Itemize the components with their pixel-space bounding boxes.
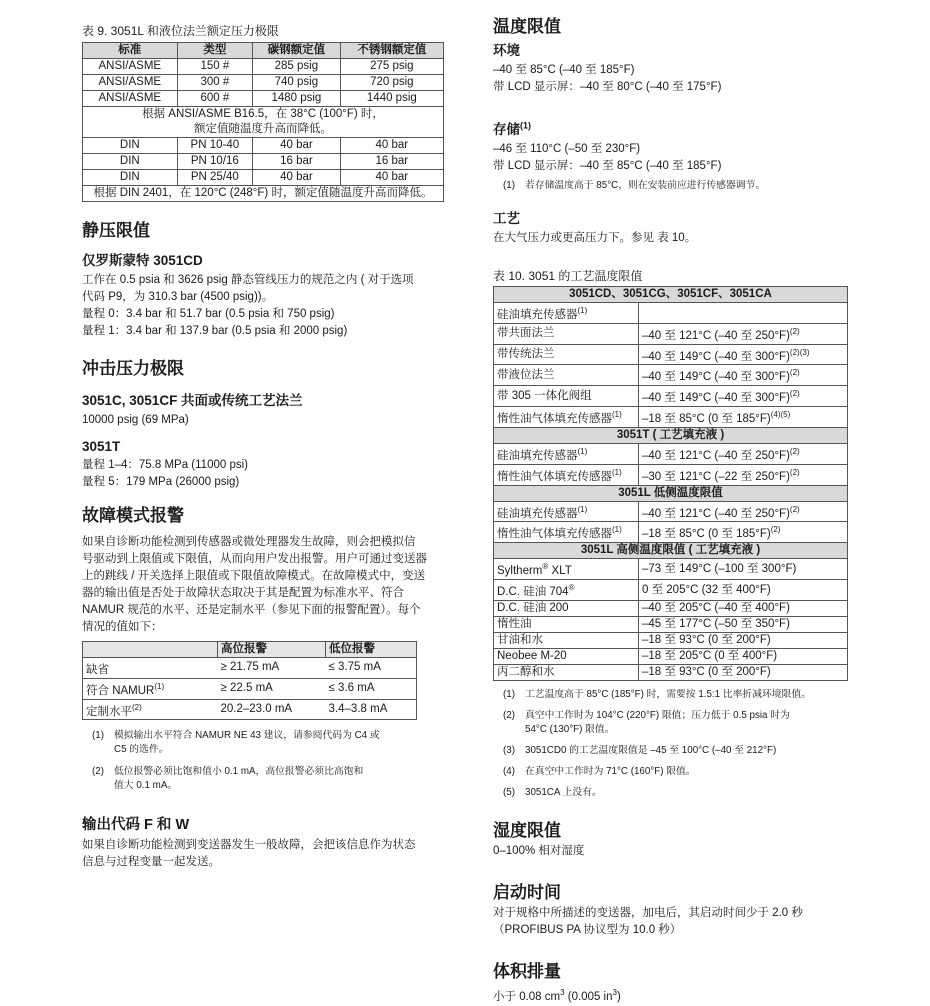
table-row <box>494 616 848 632</box>
temperature-limit <box>639 501 848 522</box>
name-text: 带传统法兰 <box>497 348 555 361</box>
footnote-ref: ® <box>542 562 549 572</box>
startup-line1: 对于规格中所描述的变送器，加电后，其启动时间少于 2.0 秒 <box>493 906 803 919</box>
static-p3: 量程 1：3.4 bar 和 137.9 bar (0.5 psia 和 2000 psig) <box>82 325 348 337</box>
footnote-ref: (1) <box>612 410 622 420</box>
temperature-limit <box>639 616 848 632</box>
left-column <box>82 0 444 871</box>
table-cell: 300 # <box>177 75 253 91</box>
temperature-limit <box>639 559 848 580</box>
temperature-limit <box>639 443 848 464</box>
footnote-text <box>525 709 790 737</box>
startup-heading: 启动时间 <box>493 882 561 902</box>
footnote-line: 54°C (130°F) 限值。 <box>525 723 615 735</box>
storage-line1: –46 至 110°C (–50 至 230°F) <box>493 143 641 155</box>
fluid-name <box>494 303 639 324</box>
process-paragraph: 在大气压力或更高压力下。参见 表 10。 <box>493 232 697 244</box>
volume-heading: 体积排量 <box>493 961 561 981</box>
table-section-row <box>494 287 848 303</box>
fluid-name <box>494 386 639 407</box>
failure-paragraph <box>82 534 444 636</box>
table-cell: PN 25/40 <box>177 170 253 186</box>
table-row <box>83 658 417 679</box>
table-cell: 1480 psig <box>253 91 341 107</box>
burst-sub2: 3051T <box>82 439 121 454</box>
temperature-limit <box>639 303 848 324</box>
footnote-number: (1) <box>503 180 515 191</box>
value-text: –18 至 205°C (0 至 400°F) <box>642 649 778 662</box>
burst-p2: 量程 1–4：75.8 MPa (11000 psi) <box>82 459 248 471</box>
label-text: 缺省 <box>86 663 109 676</box>
value-text: –18 至 85°C (0 至 185°F) <box>642 412 771 425</box>
superscript: 3 <box>612 987 617 997</box>
table-cell: 275 psig <box>340 59 443 75</box>
footnote-text <box>525 786 602 800</box>
startup-line2: （PROFIBUS PA 协议型为 10.0 秒） <box>493 923 682 936</box>
name-text: Neobee M-20 <box>497 649 567 662</box>
table-note-row <box>83 186 444 202</box>
table-row <box>494 344 848 365</box>
footnote-ref: (2) <box>789 389 800 399</box>
footnote-ref: (1) <box>577 446 588 456</box>
table-row <box>83 75 444 91</box>
footnote-ref: (4)(5) <box>770 410 791 420</box>
table-row <box>494 386 848 407</box>
footnote-ref: (1) <box>154 681 165 691</box>
output-code-heading: 输出代码 F 和 W <box>82 817 190 834</box>
footnote <box>503 765 848 779</box>
static-p1-line1: 工作在 0.5 psia 和 3626 psig 静态管线压力的规范之内 ( 对于选项 <box>82 274 414 286</box>
table-row <box>494 522 848 543</box>
value-text: –45 至 177°C (–50 至 350°F) <box>642 617 790 630</box>
table-cell: 720 psig <box>340 75 443 91</box>
table-cell: 285 psig <box>253 59 341 75</box>
section-title: 3051L 低侧温度限值 <box>494 485 848 501</box>
table9-header: 标准 <box>83 43 178 59</box>
burst-pressure-heading: 冲击压力极限 <box>82 359 184 378</box>
table9-note-a <box>83 107 444 138</box>
footnote-line: 3051CA 上没有。 <box>525 786 602 798</box>
humidity-paragraph: 0–100% 相对湿度 <box>493 844 585 857</box>
table-cell: 1440 psig <box>340 91 443 107</box>
table9-header: 不锈钢额定值 <box>340 43 443 59</box>
alarm-high: ≥ 22.5 mA <box>218 678 326 699</box>
section-title: 3051CD、3051CG、3051CF、3051CA <box>494 287 848 303</box>
table-cell: DIN <box>83 154 178 170</box>
alarm-high: ≥ 21.75 mA <box>218 658 326 679</box>
ambient-line2: 带 LCD 显示屏：–40 至 80°C (–40 至 175°F) <box>493 81 722 93</box>
footnote-ref: (1) <box>520 120 531 131</box>
footnote-number: (1) <box>92 730 104 742</box>
table-cell: 150 # <box>177 59 253 75</box>
footnote-line: C5 的选件。 <box>114 744 169 756</box>
output-line2: 信息与过程变量一起发送。 <box>82 856 220 869</box>
table-row <box>83 170 444 186</box>
footnote-ref: (2) <box>789 446 800 456</box>
value-text: –40 至 121°C (–40 至 250°F) <box>642 449 790 462</box>
footnote-ref: (2) <box>789 504 800 514</box>
table-row <box>494 632 848 648</box>
storage-subheading <box>493 118 848 138</box>
temperature-limit <box>639 648 848 664</box>
superscript: 3 <box>560 987 565 997</box>
footnote <box>503 179 848 193</box>
paragraph-line: 情况的值如下： <box>82 621 163 633</box>
static-subheading: 仅罗斯蒙特 3051CD <box>82 253 203 268</box>
ambient-subheading: 环境 <box>493 43 520 58</box>
fluid-name <box>494 559 639 580</box>
volume-text: (0.005 in <box>564 990 613 1003</box>
table-row <box>494 464 848 485</box>
fluid-name <box>494 365 639 386</box>
table-row <box>494 648 848 664</box>
table-cell: PN 10-40 <box>177 138 253 154</box>
name-text: 硅油填充传感器 <box>497 308 578 321</box>
ambient-line1: –40 至 85°C (–40 至 185°F) <box>493 64 635 76</box>
table9-header: 类型 <box>177 43 253 59</box>
name-text: 丙二醇和水 <box>497 665 555 678</box>
footnote-number: (1) <box>503 688 515 700</box>
table-cell: 40 bar <box>253 138 341 154</box>
temperature-limit <box>639 464 848 485</box>
table-note-row <box>83 107 444 138</box>
failure-mode-heading: 故障模式报警 <box>82 506 184 525</box>
temperature-limit <box>639 632 848 648</box>
table9-header: 碳钢额定值 <box>253 43 341 59</box>
footnote-text <box>114 765 363 793</box>
note-line: 额定值随温度升高而降低。 <box>194 123 332 135</box>
table-cell: ANSI/ASME <box>83 91 178 107</box>
table-section-row <box>494 427 848 443</box>
table-cell: 16 bar <box>253 154 341 170</box>
value-text: –40 至 121°C (–40 至 250°F) <box>642 507 790 520</box>
table-row <box>494 323 848 344</box>
section-title: 3051T ( 工艺填充液 ) <box>494 427 848 443</box>
table-cell: 40 bar <box>340 138 443 154</box>
paragraph-line: 上的跳线 / 开关选择上限值或下限值故障模式。在故障模式中，变送 <box>82 570 426 582</box>
table-cell: 16 bar <box>340 154 443 170</box>
table-row <box>494 303 848 324</box>
fluid-name <box>494 632 639 648</box>
storage-label: 存储 <box>493 122 520 137</box>
output-line1: 如果自诊断功能检测到变送器发生一般故障，会把该信息作为状态 <box>82 839 416 852</box>
table10-footnotes <box>493 688 848 800</box>
footnote <box>92 729 444 757</box>
alarm-high: 20.2–23.0 mA <box>218 699 326 720</box>
footnote-text <box>525 765 696 779</box>
temperature-limit <box>639 365 848 386</box>
table-row <box>494 580 848 601</box>
name-text: 惰性油气体填充传感器 <box>497 470 612 483</box>
footnote <box>503 688 848 702</box>
static-p1-line2: 代码 P9，为 310.3 bar (4500 psig))。 <box>82 291 274 303</box>
table-cell: ANSI/ASME <box>83 75 178 91</box>
value-text: –73 至 149°C (–100 至 300°F) <box>642 562 797 575</box>
fluid-name <box>494 648 639 664</box>
table-row <box>494 664 848 680</box>
name-text: 硅油填充传感器 <box>497 449 578 462</box>
table9 <box>82 42 444 202</box>
alarm-low: ≤ 3.6 mA <box>326 678 417 699</box>
volume-text: 小于 0.08 cm <box>493 990 561 1003</box>
temperature-limit <box>639 407 848 428</box>
footnote-ref: (2)(3) <box>789 347 810 357</box>
footnote <box>503 744 848 758</box>
name-text: 带 305 一体化阀组 <box>497 389 592 402</box>
table-row <box>494 407 848 428</box>
footnote <box>503 786 848 800</box>
name-text: 惰性油气体填充传感器 <box>497 528 612 541</box>
alarm-low: 3.4–3.8 mA <box>326 699 417 720</box>
label-text: 符合 NAMUR <box>86 684 155 697</box>
burst-p1: 10000 psig (69 MPa) <box>82 414 189 426</box>
footnote-text: 若存储温度高于 85°C，则在安装前应进行传感器调节。 <box>525 180 766 191</box>
fluid-name <box>494 616 639 632</box>
table-row <box>83 678 417 699</box>
volume-text: ) <box>616 990 621 1003</box>
burst-sub1: 3051C, 3051CF 共面或传统工艺法兰 <box>82 393 303 408</box>
value-text: 0 至 205°C (32 至 400°F) <box>642 583 771 596</box>
temperature-limit <box>639 664 848 680</box>
fluid-name <box>494 501 639 522</box>
table-row <box>83 699 417 720</box>
paragraph-line: 器的输出值是否处于故障状态取决于其是配置为标准水平、符合 <box>82 587 404 599</box>
storage-line2: 带 LCD 显示屏：–40 至 85°C (–40 至 185°F) <box>493 160 722 172</box>
footnote-line: 3051CD0 的工艺温度限值是 –45 至 100°C (–40 至 212°F) <box>525 744 777 756</box>
fluid-name <box>494 323 639 344</box>
static-p2: 量程 0：3.4 bar 和 51.7 bar (0.5 psia 和 750 psig) <box>82 308 335 320</box>
footnote-number: (3) <box>503 744 515 756</box>
alarm-header: 高位报警 <box>218 642 326 658</box>
name-text: 惰性油气体填充传感器 <box>497 412 612 425</box>
alarm-label <box>83 658 218 679</box>
table-cell: 40 bar <box>340 170 443 186</box>
alarm-label <box>83 699 218 720</box>
table-cell: 40 bar <box>253 170 341 186</box>
alarm-table <box>82 641 417 720</box>
table-cell: ANSI/ASME <box>83 59 178 75</box>
table-row <box>494 443 848 464</box>
name-text: 惰性油 <box>497 617 532 630</box>
table9-caption: 表 9. 3051L 和液位法兰额定压力极限 <box>82 24 279 38</box>
footnote-ref: (2) <box>789 368 800 378</box>
table-row <box>83 59 444 75</box>
section-title: 3051L 高侧温度限值 ( 工艺填充液 ) <box>494 543 848 559</box>
table-row <box>494 365 848 386</box>
temperature-limit <box>639 522 848 543</box>
alarm-header <box>83 642 218 658</box>
table-cell: 600 # <box>177 91 253 107</box>
temperature-heading: 温度限值 <box>493 17 561 36</box>
footnote-number: (4) <box>503 765 515 777</box>
footnote <box>92 765 444 793</box>
name-text: 硅油填充传感器 <box>497 507 578 520</box>
value-text: –18 至 85°C (0 至 185°F) <box>642 528 771 541</box>
value-text: –30 至 121°C (–22 至 250°F) <box>642 470 790 483</box>
footnote-line: 真空中工作时为 104°C (220°F) 限值；压力低于 0.5 psia 时为 <box>525 709 790 721</box>
footnote-ref: (2) <box>132 702 142 712</box>
fluid-name <box>494 443 639 464</box>
footnote-text <box>114 729 380 757</box>
paragraph-line: 如果自诊断功能检测到传感器或微处理器发生故障，则会把模拟信 <box>82 536 416 548</box>
fluid-name <box>494 522 639 543</box>
value-text: –18 至 93°C (0 至 200°F) <box>642 633 771 646</box>
footnote-ref: (2) <box>770 525 781 535</box>
footnote-line: 低位报警必须比饱和值小 0.1 mA，高位报警必须比高饱和 <box>114 766 364 778</box>
table-row <box>83 91 444 107</box>
name-text: D.C. 硅油 200 <box>497 601 569 614</box>
table-row <box>83 138 444 154</box>
temperature-limit <box>639 344 848 365</box>
footnote-number: (2) <box>92 766 104 778</box>
footnote-ref: (1) <box>612 467 622 477</box>
burst-p3: 量程 5：179 MPa (26000 psig) <box>82 476 240 488</box>
right-column <box>493 0 848 1006</box>
table10 <box>493 286 848 681</box>
table9-note-b: 根据 DIN 2401，在 120°C (248°F) 时，额定值随温度升高而降低。 <box>83 186 444 202</box>
footnote-ref: (2) <box>789 326 800 336</box>
table-cell: DIN <box>83 170 178 186</box>
table-row <box>494 600 848 616</box>
footnote-ref: (1) <box>577 306 588 315</box>
value-text: –40 至 205°C (–40 至 400°F) <box>642 601 790 614</box>
alarm-low: ≤ 3.75 mA <box>326 658 417 679</box>
name-text: D.C. 硅油 704 <box>497 585 569 598</box>
name-text: XLT <box>548 565 572 578</box>
footnote-text <box>525 744 776 758</box>
footnote-ref: (1) <box>577 504 588 514</box>
value-text: –18 至 93°C (0 至 200°F) <box>642 665 771 678</box>
fluid-name <box>494 407 639 428</box>
value-text: –40 至 149°C (–40 至 300°F) <box>642 371 790 384</box>
footnote-line: 模拟输出水平符合 NAMUR NE 43 建议，请参阅代码为 C4 或 <box>114 730 380 742</box>
footnote-number: (2) <box>503 709 515 721</box>
footnote <box>503 709 848 737</box>
name-text: Syltherm <box>497 565 543 578</box>
footnote-number: (5) <box>503 786 515 798</box>
value-text: –40 至 149°C (–40 至 300°F) <box>642 392 790 405</box>
table-cell: DIN <box>83 138 178 154</box>
table-section-row <box>494 543 848 559</box>
table-cell: PN 10/16 <box>177 154 253 170</box>
table-row <box>494 501 848 522</box>
value-text: –40 至 121°C (–40 至 250°F) <box>642 329 790 342</box>
fluid-name <box>494 664 639 680</box>
fluid-name <box>494 600 639 616</box>
static-pressure-heading: 静压限值 <box>82 221 150 240</box>
footnote-text <box>525 688 811 702</box>
value-text: –40 至 149°C (–40 至 300°F) <box>642 350 790 363</box>
process-subheading: 工艺 <box>493 211 520 226</box>
volume-paragraph <box>493 984 848 1006</box>
footnote-ref: (2) <box>789 467 800 477</box>
table-row <box>494 559 848 580</box>
table10-caption: 表 10. 3051 的工艺温度限值 <box>493 269 643 283</box>
footnote-ref: ® <box>568 583 575 593</box>
table-row <box>83 154 444 170</box>
paragraph-line: NAMUR 规范的水平、还是定制水平（参见下面的报警配置）。每个 <box>82 604 421 616</box>
fluid-name <box>494 344 639 365</box>
alarm-header: 低位报警 <box>326 642 417 658</box>
footnote-line: 值大 0.1 mA。 <box>114 780 178 792</box>
name-text: 甘油和水 <box>497 633 543 646</box>
footnote-line: 在真空中工作时为 71°C (160°F) 限值。 <box>525 765 696 777</box>
humidity-heading: 湿度限值 <box>493 820 561 840</box>
temperature-limit <box>639 580 848 601</box>
alarm-label <box>83 678 218 699</box>
footnote-ref: (1) <box>612 525 622 535</box>
fluid-name <box>494 580 639 601</box>
paragraph-line: 号驱动到上限值或下限值，从而向用户发出报警。用户可通过变送器 <box>82 553 427 565</box>
note-line: 根据 ANSI/ASME B16.5，在 38°C (100°F) 时， <box>142 108 384 120</box>
table-cell: 740 psig <box>253 75 341 91</box>
temperature-limit <box>639 323 848 344</box>
fluid-name <box>494 464 639 485</box>
temperature-limit <box>639 386 848 407</box>
name-text: 带液位法兰 <box>497 368 555 381</box>
table-section-row <box>494 485 848 501</box>
name-text: 带共面法兰 <box>497 327 555 340</box>
temperature-limit <box>639 600 848 616</box>
label-text: 定制水平 <box>86 705 132 718</box>
footnote-line: 工艺温度高于 85°C (185°F) 时，需要按 1.5:1 比率折减环境限值。 <box>525 688 811 700</box>
